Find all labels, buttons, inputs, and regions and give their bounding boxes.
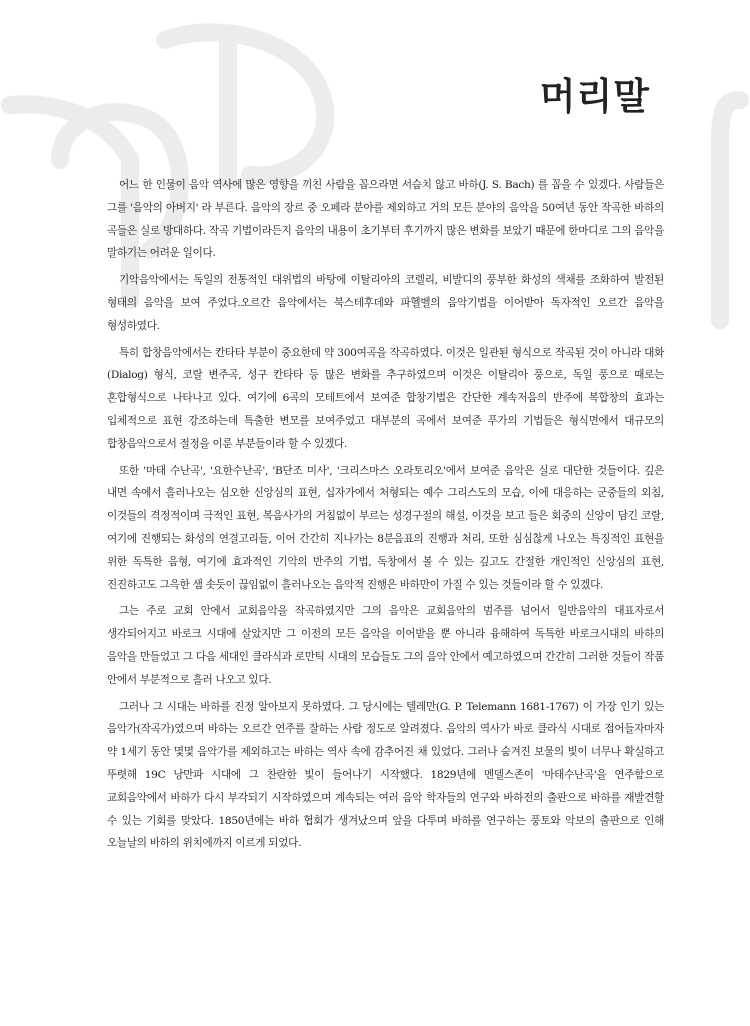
preface-body [107,174,664,859]
paragraph: 기악음악에서는 독일의 전통적인 대위법의 바탕에 이탈리아의 코렐리, 비발디의 풍부한 화성의 색채를 조화하여 발전된 형태의 음악을 보여 주었다.오르간 음악에서는 북스테후데와 파헬벨의 음악기법을 이어받아 독자적인 오르간 음악을 형성하였다. [107,274,664,332]
paragraph: 어느 한 인물이 음악 역사에 많은 영향을 끼친 사람을 꼽으라면 서슴치 않고 바하(J. S. Bach) 를 꼽을 수 있겠다. 사람들은 그를 '음악의 아버지' 라 부른다. 음악의 장르 중 오페라 분야를 제외하고 거의 모든 분야의 음악을 50여년 동안 작곡한 바하의 곡들은 실로 방대하다. 작곡 기법이라든지 음악의 내용이 초기부터 후기까지 많은 변화를 보았기 때문에 한마디로 그의 음악을 말하기는 어려운 일이다. [107,179,664,260]
paragraph: 그러나 그 시대는 바하를 진정 알아보지 못하였다. 그 당시에는 텔레만(G. P. Telemann 1681-1767) 이 가장 인기 있는 음악가(작곡가)였으며 바하는 오르간 연주를 잘하는 사람 정도로 알려졌다. 음악의 역사가 바로 클라식 시대로 접어들자마자 약 1세기 동안 몇몇 음악가를 제외하고는 바하는 역사 속에 감추어진 채 있었다. 그러나 숨겨진 보물의 빛이 너무나 확실하고 뚜렷해 19C 낭만파 시대에 그 찬란한 빛이 들어나기 시작했다. 1829년에 멘델스존이 '마태수난곡'을 연주함으로 교회음악에서 바하가 다시 부각되기 시작하였으며 계속되는 여러 음악 학자들의 연구와 바하전의 출판으로 바하를 재발견할 수 있는 기회를 맞았다. 1850년에는 바하 협회가 생겨났으며 앞을 다투며 바하를 연구하는 풍토와 악보의 출판으로 인해 오늘날의 바하의 위치에까지 이르게 되었다. [107,700,664,850]
paragraph: 또한 '마태 수난곡', '요한수난곡', 'B단조 미사', '크리스마스 오라토리오'에서 보여준 음악은 실로 대단한 것들이다. 깊은 내면 속에서 흘러나오는 심오한 신앙심의 표현, 십자가에서 처형되는 예수 그리스도의 모습, 이에 대응하는 군중들의 외침, 이것들의 격정적이며 극적인 표현, 복음사가의 거침없이 부르는 성경구절의 해설, 이것을 보고 들은 회중의 신앙이 담긴 코랄, 여기에 진행되는 화성의 연결고리들, 이어 간간히 지나가는 8분음표의 진행과 처리, 또한 심심찮게 나오는 특징적인 표현을 위한 독특한 음형, 여기에 효과적인 기악의 반주의 기법, 독창에서 볼 수 있는 깊고도 간절한 개인적인 신앙심의 표현, 진진하고도 그윽한 샘 솟듯이 끊임없이 흘러나오는 음악적 진행은 바하만이 가질 수 있는 것들이라 할 수 있겠다. [107,464,664,591]
watermark-right-bracket [720,100,740,320]
watermark-swirl [165,32,325,175]
paragraph: 그는 주로 교회 안에서 교회음악을 작곡하였지만 그의 음악은 교회음악의 범주를 넘어서 일반음악의 대표자로서 생각되어지고 바로크 시대에 살았지만 그 이전의 모든 음악을 이어받을 뿐 아니라 융해하여 독특한 바로크시대의 바하의 음악을 만들었고 그 다음 세대인 클라식과 로만틱 시대의 모습들도 그의 음악 안에서 예고하였으며 간간히 그러한 것들이 작품 안에서 부분적으로 흘러 나오고 있다. [107,605,664,686]
paragraph: 특히 합창음악에서는 칸타타 부분이 중요한데 약 300여곡을 작곡하였다. 이것은 일관된 형식으로 작곡된 것이 아니라 대화(Dialog) 형식, 코랄 변주곡, 성구 칸타타 등 많은 변화를 추구하였으며 이것은 이탈리아 풍으로, 독일 풍으로 때로는 혼합형식으로 나타나고 있다. 여기에 6곡의 모테트에서 보여준 합창기법은 간단한 계속저음의 반주에 복합창의 효과는 입체적으로 표현 강조하는데 특출한 변모를 보여주었고 대부분의 곡에서 보여준 푸가의 기법들은 형식면에서 대규모의 합창음악으로서 절정을 이룬 부분들이라 할 수 있겠다. [107,346,664,450]
page-title: 머리말 [539,75,650,118]
